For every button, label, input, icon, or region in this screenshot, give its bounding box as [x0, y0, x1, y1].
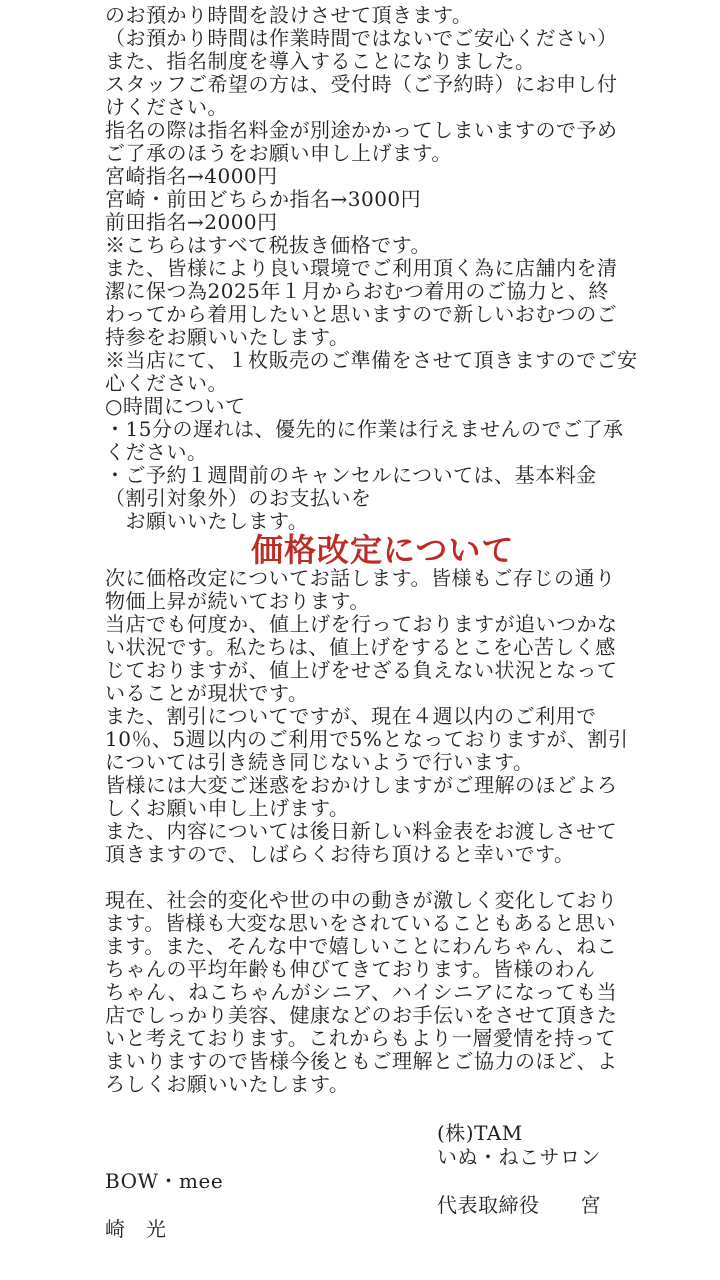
- text-line: お願いいたします。: [105, 509, 309, 533]
- text-line: ます。皆様も大変な思いをされていることもあると思い: [105, 911, 616, 935]
- text-line: ○時間について: [105, 394, 246, 418]
- text-line: スタッフご希望の方は、受付時（ご予約時）にお申し付: [105, 72, 618, 96]
- revision-section: [105, 567, 665, 866]
- text-line: については引き続き同じないようで行います。: [105, 750, 534, 774]
- text-line: また、指名制度を導入することになりました。: [105, 49, 536, 73]
- signature-brand: BOW・mee: [105, 1169, 224, 1193]
- text-line: 頂きますので、しばらくお待ち頂けると幸いです。: [105, 842, 575, 866]
- text-line: けください。: [105, 95, 228, 119]
- price-revision-heading: 価格改定について: [251, 531, 515, 569]
- text-line: い状況です。私たちは、値上げをするとこを心苦しく感: [105, 635, 616, 659]
- text-line: ご了承のほうをお願い申し上げます。: [105, 141, 452, 165]
- text-line: 持参をお願いいたします。: [105, 325, 350, 349]
- text-line: （割引対象外）のお支払いを: [105, 486, 372, 510]
- text-line: ※当店にて、１枚販売のご準備をさせて頂きますのでご安: [105, 348, 638, 372]
- text-line: 当店でも何度か、値上げを行っておりますが追いつかな: [105, 612, 618, 636]
- text-line: ※こちらはすべて税抜き価格です。: [105, 233, 431, 257]
- text-line: 指名の際は指名料金が別途かかってしまいますので予め: [105, 118, 618, 142]
- text-line: まいりますので皆様今後ともご理解とご協力のほど、よ: [105, 1049, 618, 1073]
- signature-salon: いぬ・ねこサロン: [437, 1145, 601, 1169]
- text-line: （お預かり時間は作業時間ではないでご安心ください）: [105, 26, 618, 50]
- text-line: 物価上昇が続いております。: [105, 589, 370, 613]
- intro-section: [105, 4, 665, 533]
- signature-company: (株)TAM: [437, 1121, 523, 1145]
- text-line: 10％、5週以内のご利用で5%となっておりますが、割引: [105, 727, 629, 751]
- text-line: ちゃんの平均年齢も伸びてきております。皆様のわん: [105, 957, 596, 981]
- text-line: ます。また、そんな中で嬉しいことにわんちゃん、ねこ: [105, 934, 618, 958]
- text-line: ・ご予約１週間前のキャンセルについては、基本料金: [105, 463, 597, 487]
- text-line: 宮崎・前田どちらか指名→3000円: [105, 187, 422, 211]
- text-line: 店でしっかり美容、健康などのお手伝いをさせて頂きた: [105, 1003, 618, 1027]
- signature-role: 代表取締役 宮: [437, 1193, 601, 1217]
- text-line: また、割引についてですが、現在４週以内のご利用で: [105, 704, 597, 728]
- text-line: 前田指名→2000円: [105, 210, 278, 234]
- text-line: また、皆様により良い環境でご利用頂く為に店舗内を清: [105, 256, 618, 280]
- text-line: 潔に保つ為2025年１月からおむつ着用のご協力と、終: [105, 279, 609, 303]
- text-line: 次に価格改定についてお話します。皆様もご存じの通り: [105, 566, 616, 590]
- text-line: 宮崎指名→4000円: [105, 164, 278, 188]
- text-line: いと考えております。これからもより一層愛情を持って: [105, 1026, 616, 1050]
- text-line: ろしくお願いいたします。: [105, 1072, 350, 1096]
- notice-document: [105, 4, 665, 1241]
- text-line: ちゃん、ねこちゃんがシニア、ハイシニアになっても当: [105, 980, 618, 1004]
- text-line: また、内容については後日新しい料金表をお渡しさせて: [105, 819, 618, 843]
- signature-block: [105, 1121, 665, 1241]
- text-line: 現在、社会的変化や世の中の動きが激しく変化しており: [105, 888, 618, 912]
- text-line: いることが現状です。: [105, 681, 309, 705]
- text-line: ・15分の遅れは、優先的に作業は行えませんのでご了承: [105, 417, 624, 441]
- text-line: しくお願い申し上げます。: [105, 796, 350, 820]
- text-line: 皆様には大変ご迷惑をおかけしますがご理解のほどよろ: [105, 773, 618, 797]
- text-line: じておりますが、値上げをせざる負えない状況となって: [105, 658, 618, 682]
- text-line: 心ください。: [105, 371, 228, 395]
- text-line: ください。: [105, 440, 208, 464]
- signature-name: 崎 光: [105, 1217, 167, 1241]
- text-line: のお預かり時間を設けさせて頂きます。: [105, 3, 473, 27]
- closing-section: [105, 889, 665, 1096]
- text-line: わってから着用したいと思いますので新しいおむつのご: [105, 302, 618, 326]
